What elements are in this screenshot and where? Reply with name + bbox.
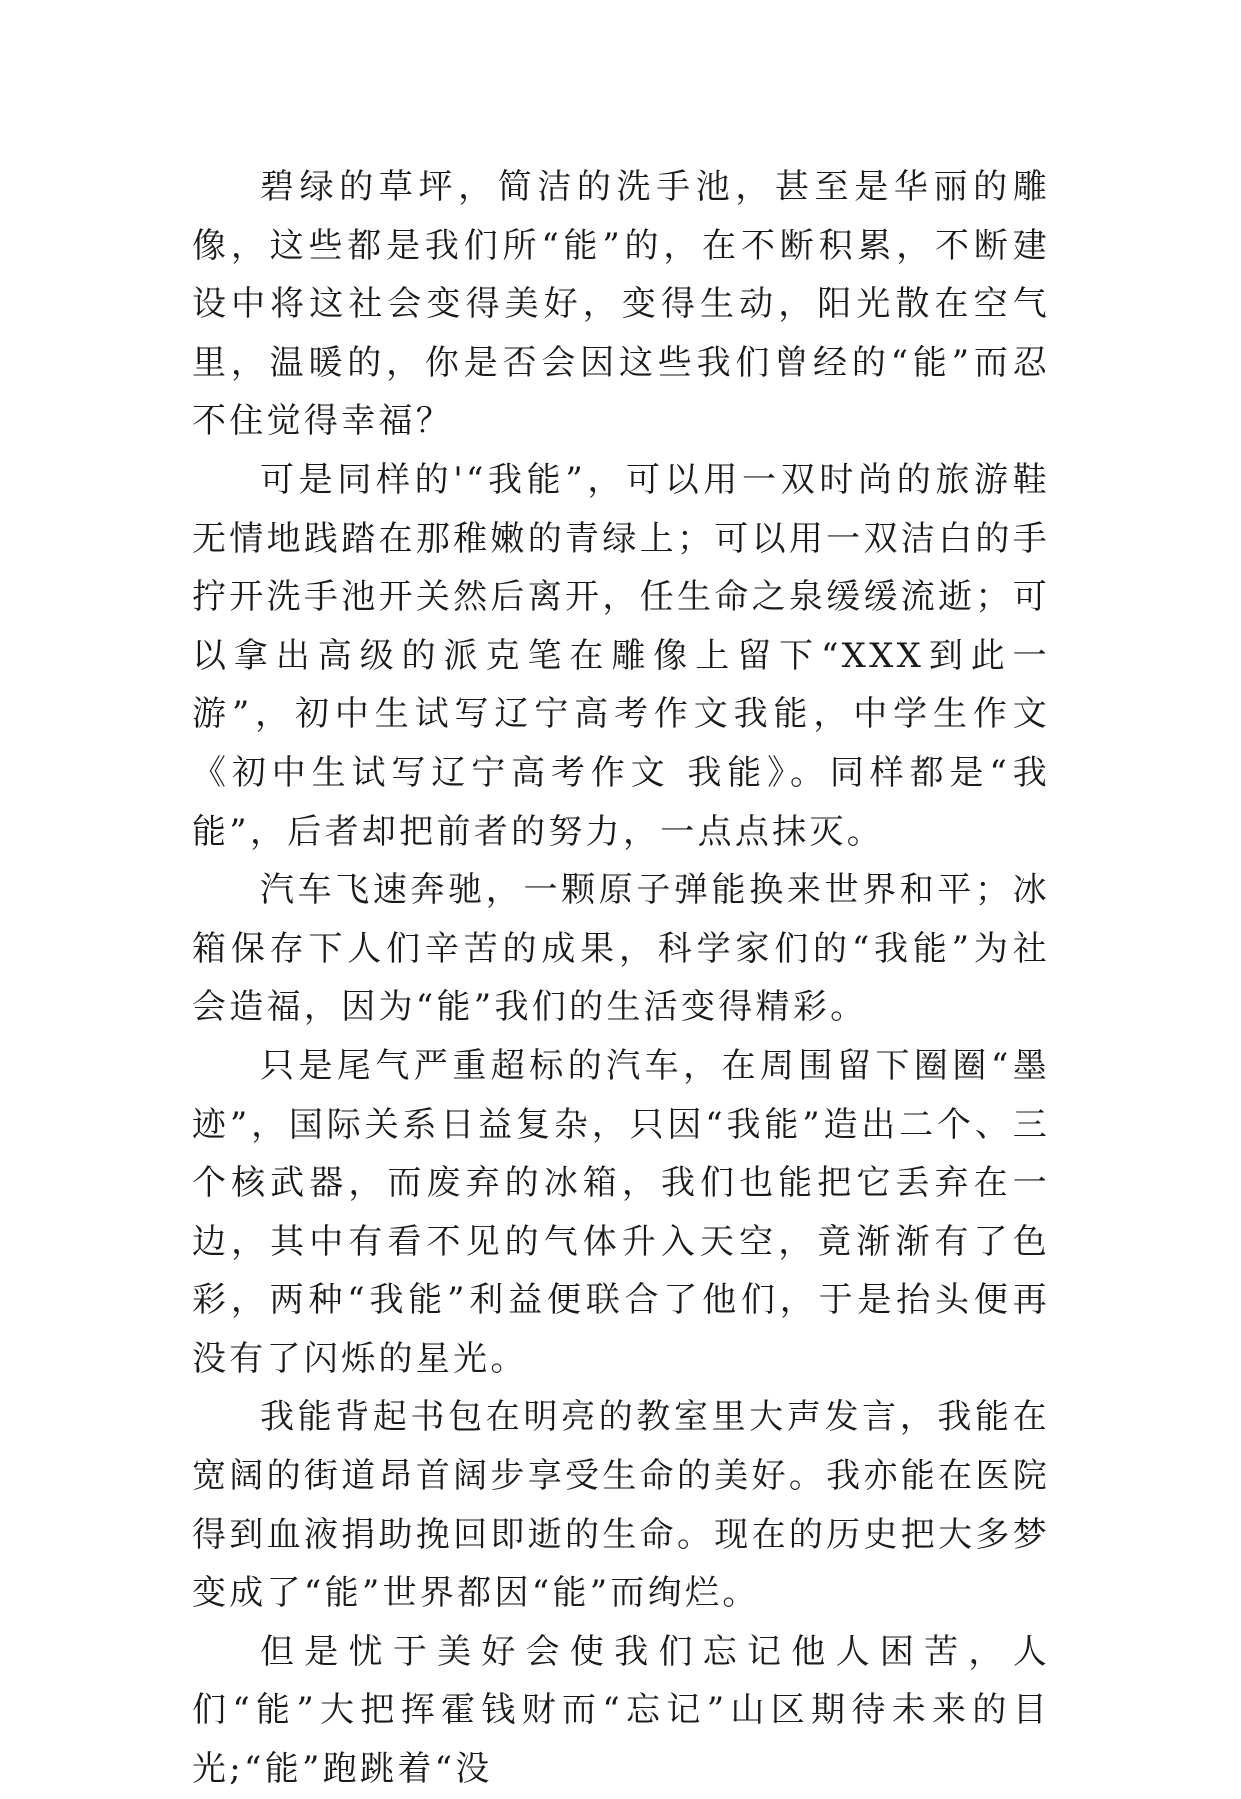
essay-body [192,158,1050,1799]
paragraph-2: 可是同样的'“我能”，可以用一双时尚的旅游鞋无情地践踏在那稚嫩的青绿上；可以用一双洁白的手拧开洗手池开关然后离开，任生命之泉缓缓流逝；可以拿出高级的派克笔在雕像上留下“XXX到此一游”，初中生试写辽宁高考作文我能，中学生作文《初中生试写辽宁高考作文 我能》。同样都是“我能”，后者却把前者的努力，一点点抹灭。 [192,459,1050,852]
paragraph-1: 碧绿的草坪，简洁的洗手池，甚至是华丽的雕像，这些都是我们所“能”的，在不断积累，不断建设中将这社会变得美好，变得生动，阳光散在空气里，温暖的，你是否会因这些我们曾经的“能”而忍不住觉得幸福？ [192,167,1050,442]
paragraph-4: 只是尾气严重超标的汽车，在周围留下圈圈“墨迹”，国际关系日益复杂，只因“我能”造出二个、三个核武器，而废弃的冰箱，我们也能把它丢弃在一边，其中有看不见的气体升入天空，竟渐渐有了色彩，两种“我能”利益便联合了他们，于是抬头便再没有了闪烁的星光。 [192,1045,1050,1379]
paragraph-5: 我能背起书包在明亮的教室里大声发言，我能在宽阔的街道昂首阔步享受生命的美好。我亦能在医院得到血液捐助挽回即逝的生命。现在的历史把大多梦变成了“能”世界都因“能”而绚烂。 [192,1397,1050,1614]
paragraph-6: 但是忧于美好会使我们忘记他人困苦，人们“能”大把挥霍钱财而“忘记”山区期待未来的目光;“能”跑跳着“没 [192,1631,1050,1790]
paragraph-3: 汽车飞速奔驰，一颗原子弹能换来世界和平；冰箱保存下人们辛苦的成果，科学家们的“我能”为社会造福，因为“能”我们的生活变得精彩。 [192,870,1050,1028]
